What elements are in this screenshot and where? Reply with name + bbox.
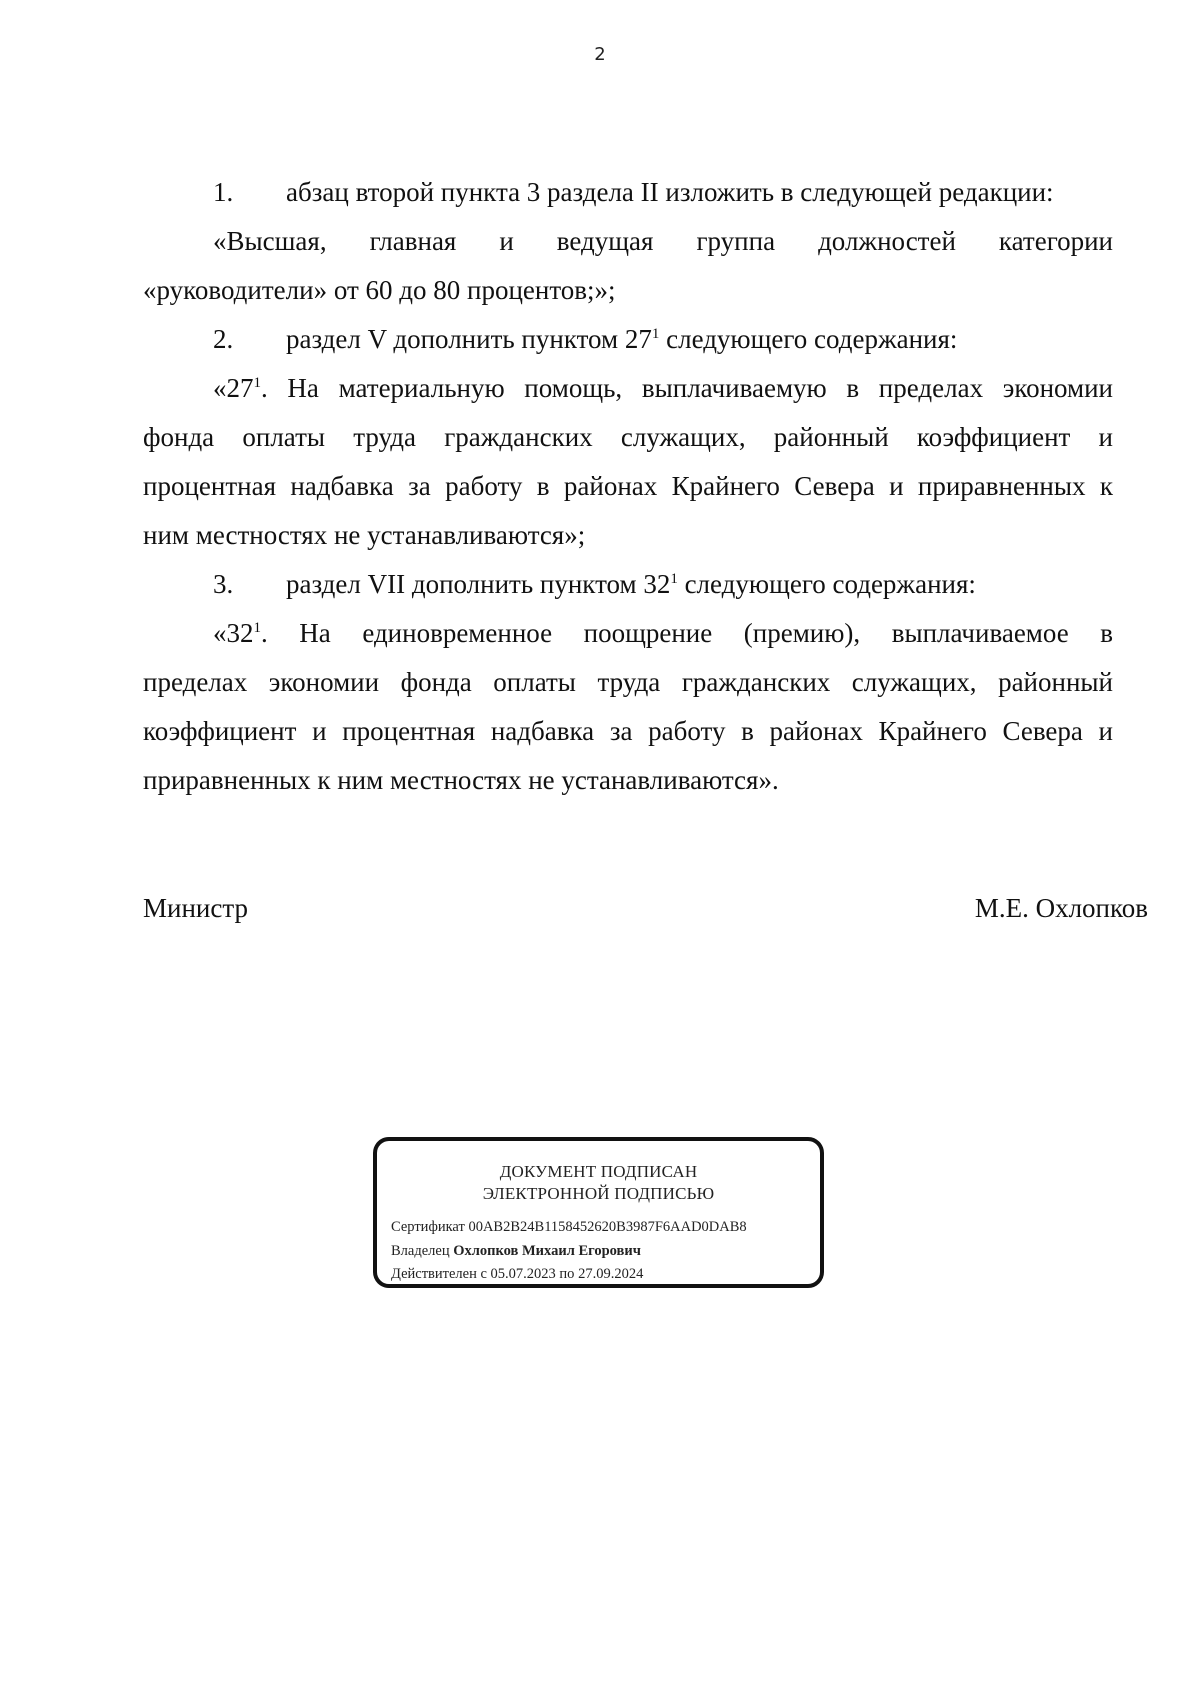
electronic-signature-stamp [373,1137,824,1288]
quote-3-point: «32 [213,618,254,648]
item-number: 3. [213,569,234,599]
quote-2-line-3: процентная надбавка за работу в районах Крайнего Севера и приравненных к [143,471,1113,501]
signatory-name: М.Е. Охлопков [974,893,1148,923]
signatory-position: Министр [143,893,248,923]
stamp-title-line-1: ДОКУМЕНТ ПОДПИСАН [499,1162,698,1181]
quote-3-text: . На единовременное поощрение (премию), выплачиваемое в [261,618,1113,648]
item-text: абзац второй пункта 3 раздела II изложить в следующей редакции: [286,177,1054,207]
quote-3-line-2: пределах экономии фонда оплаты труда гражданских служащих, районный [143,667,1113,697]
amendment-item-3 [143,560,1113,609]
superscript: 1 [670,571,678,587]
stamp-title-line-2: ЭЛЕКТРОННОЙ ПОДПИСЬЮ [482,1184,715,1203]
item-text-tail: следующего содержания: [677,569,976,599]
page-number: 2 [594,44,606,65]
superscript: 1 [253,375,261,391]
quote-3-line-3: коэффициент и процентная надбавка за работу в районах Крайнего Севера и [143,716,1113,746]
certificate-label: Сертификат [391,1219,465,1235]
signature-block [143,893,1148,924]
amendment-item-2 [143,315,1113,364]
quote-3-line-1 [143,609,1113,658]
quote-2-point: «27 [213,373,254,403]
certificate-value: 00AB2B24B1158452620B3987F6AAD0DAB8 [468,1219,747,1235]
valid-to-date: 27.09.2024 [578,1266,644,1282]
quote-1-line-2: «руководители» от 60 до 80 процентов;»; [143,275,616,305]
quote-1-line-1: «Высшая, главная и ведущая группа должностей категории [213,226,1113,256]
quote-2-line-4: ним местностях не устанавливаются»; [143,520,586,550]
item-text: раздел V дополнить пунктом 27 [286,324,652,354]
superscript: 1 [253,620,261,636]
stamp-certificate [391,1219,747,1236]
item-number: 2. [213,324,234,354]
valid-to-label: по [559,1266,575,1282]
quote-2-line-1 [143,364,1113,413]
document-body [143,168,1113,805]
quote-2-line-2: фонда оплаты труда гражданских служащих, районный коэффициент и [143,422,1113,452]
owner-value: Охлопков Михаил Егорович [453,1243,641,1259]
quote-2-text: . На материальную помощь, выплачиваемую в пределах экономии [261,373,1113,403]
valid-from-label: Действителен с [391,1266,487,1282]
valid-from-date: 05.07.2023 [490,1266,556,1282]
owner-label: Владелец [391,1243,450,1259]
amendment-item-1 [143,168,1113,217]
quote-3-line-4: приравненных к ним местностях не устанавливаются». [143,765,779,795]
item-number: 1. [213,177,234,207]
superscript: 1 [651,326,660,342]
item-text: раздел VII дополнить пунктом 32 [286,569,671,599]
item-text-tail: следующего содержания: [659,324,958,354]
stamp-validity [391,1266,643,1283]
stamp-title [377,1161,820,1205]
stamp-owner [391,1243,641,1260]
